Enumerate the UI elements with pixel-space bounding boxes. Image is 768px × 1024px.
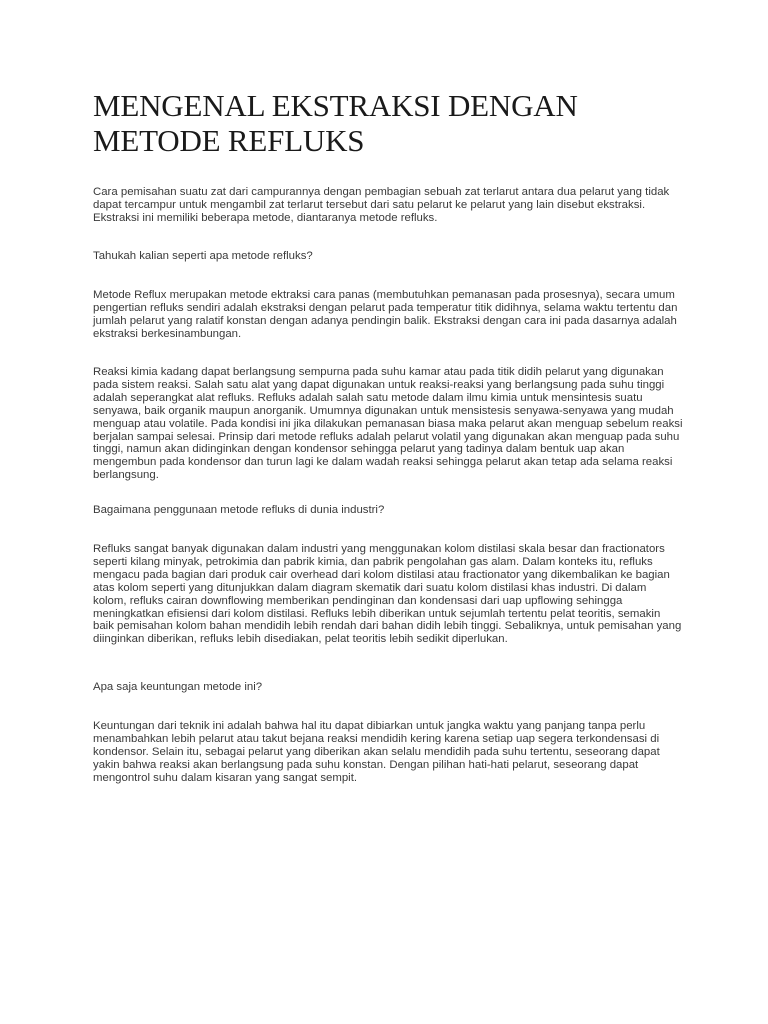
question-advantages: Apa saja keuntungan metode ini? xyxy=(93,681,263,693)
paragraph-reflux-principle: Reaksi kimia kadang dapat berlangsung sempurna pada suhu kamar atau pada titik didih pelarut yang digunakan pada sistem reaksi. Salah satu alat yang dapat digunakan untuk reaksi-reaksi yang berlangsung pada suhu tinggi adalah seperangkat alat refluks. Refluks adalah salah satu metode dalam ilmu kimia untuk mensintesis suatu senyawa, baik organik maupun anorganik. Umumnya digunakan untuk mensistesis senyawa-senyawa yang mudah menguap atau volatile. Pada kondisi ini jika dilakukan pemanasan biasa maka pelarut akan menguap sebelum reaksi berjalan sampai selesai. Prinsip dari metode refluks adalah pelarut volatil yang digunakan akan menguap pada suhu tinggi, namun akan didinginkan dengan kondensor sehingga pelarut yang tadinya dalam bentuk uap akan mengembun pada kondensor dan turun lagi ke dalam wadah reaksi sehingga pelarut akan tetap ada selama reaksi berlangsung. xyxy=(93,366,683,482)
paragraph-industry-use: Refluks sangat banyak digunakan dalam industri yang menggunakan kolom distilasi skala besar dan fractionators seperti kilang minyak, petrokimia dan pabrik kimia, dan pabrik pengolahan gas alam. Dalam konteks itu, refluks mengacu pada bagian dari produk cair overhead dari kolom distilasi atau fractionator yang dikembalikan ke bagian atas kolom seperti yang ditunjukkan dalam diagram skematik dari suatu kolom distilasi khas industri. Di dalam kolom, refluks cairan downflowing memberikan pendinginan dan kondensasi dari uap upflowing sehingga meningkatkan efisiensi dari kolom distilasi. Refluks lebih diberikan untuk sejumlah tertentu pelat teoritis, semakin baik pemisahan kolom bahan mendidih lebih rendah dari bahan didih lebih tinggi. Sebaliknya, untuk pemisahan yang diinginkan diberikan, refluks lebih disediakan, pelat teoritis lebih sedikit diperlukan. xyxy=(93,543,682,646)
paragraph-introduction: Cara pemisahan suatu zat dari campurannya dengan pembagian sebuah zat terlarut antara dua pelarut yang tidak dapat tercampur untuk mengambil zat terlarut tersebut dari satu pelarut ke pelarut yang lain disebut ekstraksi. Ekstraksi ini memiliki beberapa metode, diantaranya metode refluks. xyxy=(93,186,670,224)
document-title: MENGENAL EKSTRAKSI DENGAN METODE REFLUKS xyxy=(93,88,578,158)
paragraph-advantages: Keuntungan dari teknik ini adalah bahwa hal itu dapat dibiarkan untuk jangka waktu yang panjang tanpa perlu menambahkan lebih pelarut atau takut bejana reaksi mendidih kering karena setiap uap segera terkondensasi di kondensor. Selain itu, sebagai pelarut yang diberikan akan selalu mendidih pada suhu tertentu, seseorang dapat yakin bahwa reaksi akan berlangsung pada suhu konstan. Dengan pilihan hati-hati pelarut, seseorang dapat mengontrol suhu dalam kisaran yang sangat sempit. xyxy=(93,720,660,784)
paragraph-reflux-definition: Metode Reflux merupakan metode ektraksi cara panas (membutuhkan pemanasan pada prosesnya), secara umum pengertian refluks sendiri adalah ekstraksi dengan pelarut pada temperatur titik didihnya, selama waktu tertentu dan jumlah pelarut yang ralatif konstan dengan adanya pendingin balik. Ekstraksi dengan cara ini pada dasarnya adalah ekstraksi berkesinambungan. xyxy=(93,289,678,340)
question-what-is-reflux: Tahukah kalian seperti apa metode refluks? xyxy=(93,250,313,262)
question-industry-use: Bagaimana penggunaan metode refluks di dunia industri? xyxy=(93,504,385,516)
